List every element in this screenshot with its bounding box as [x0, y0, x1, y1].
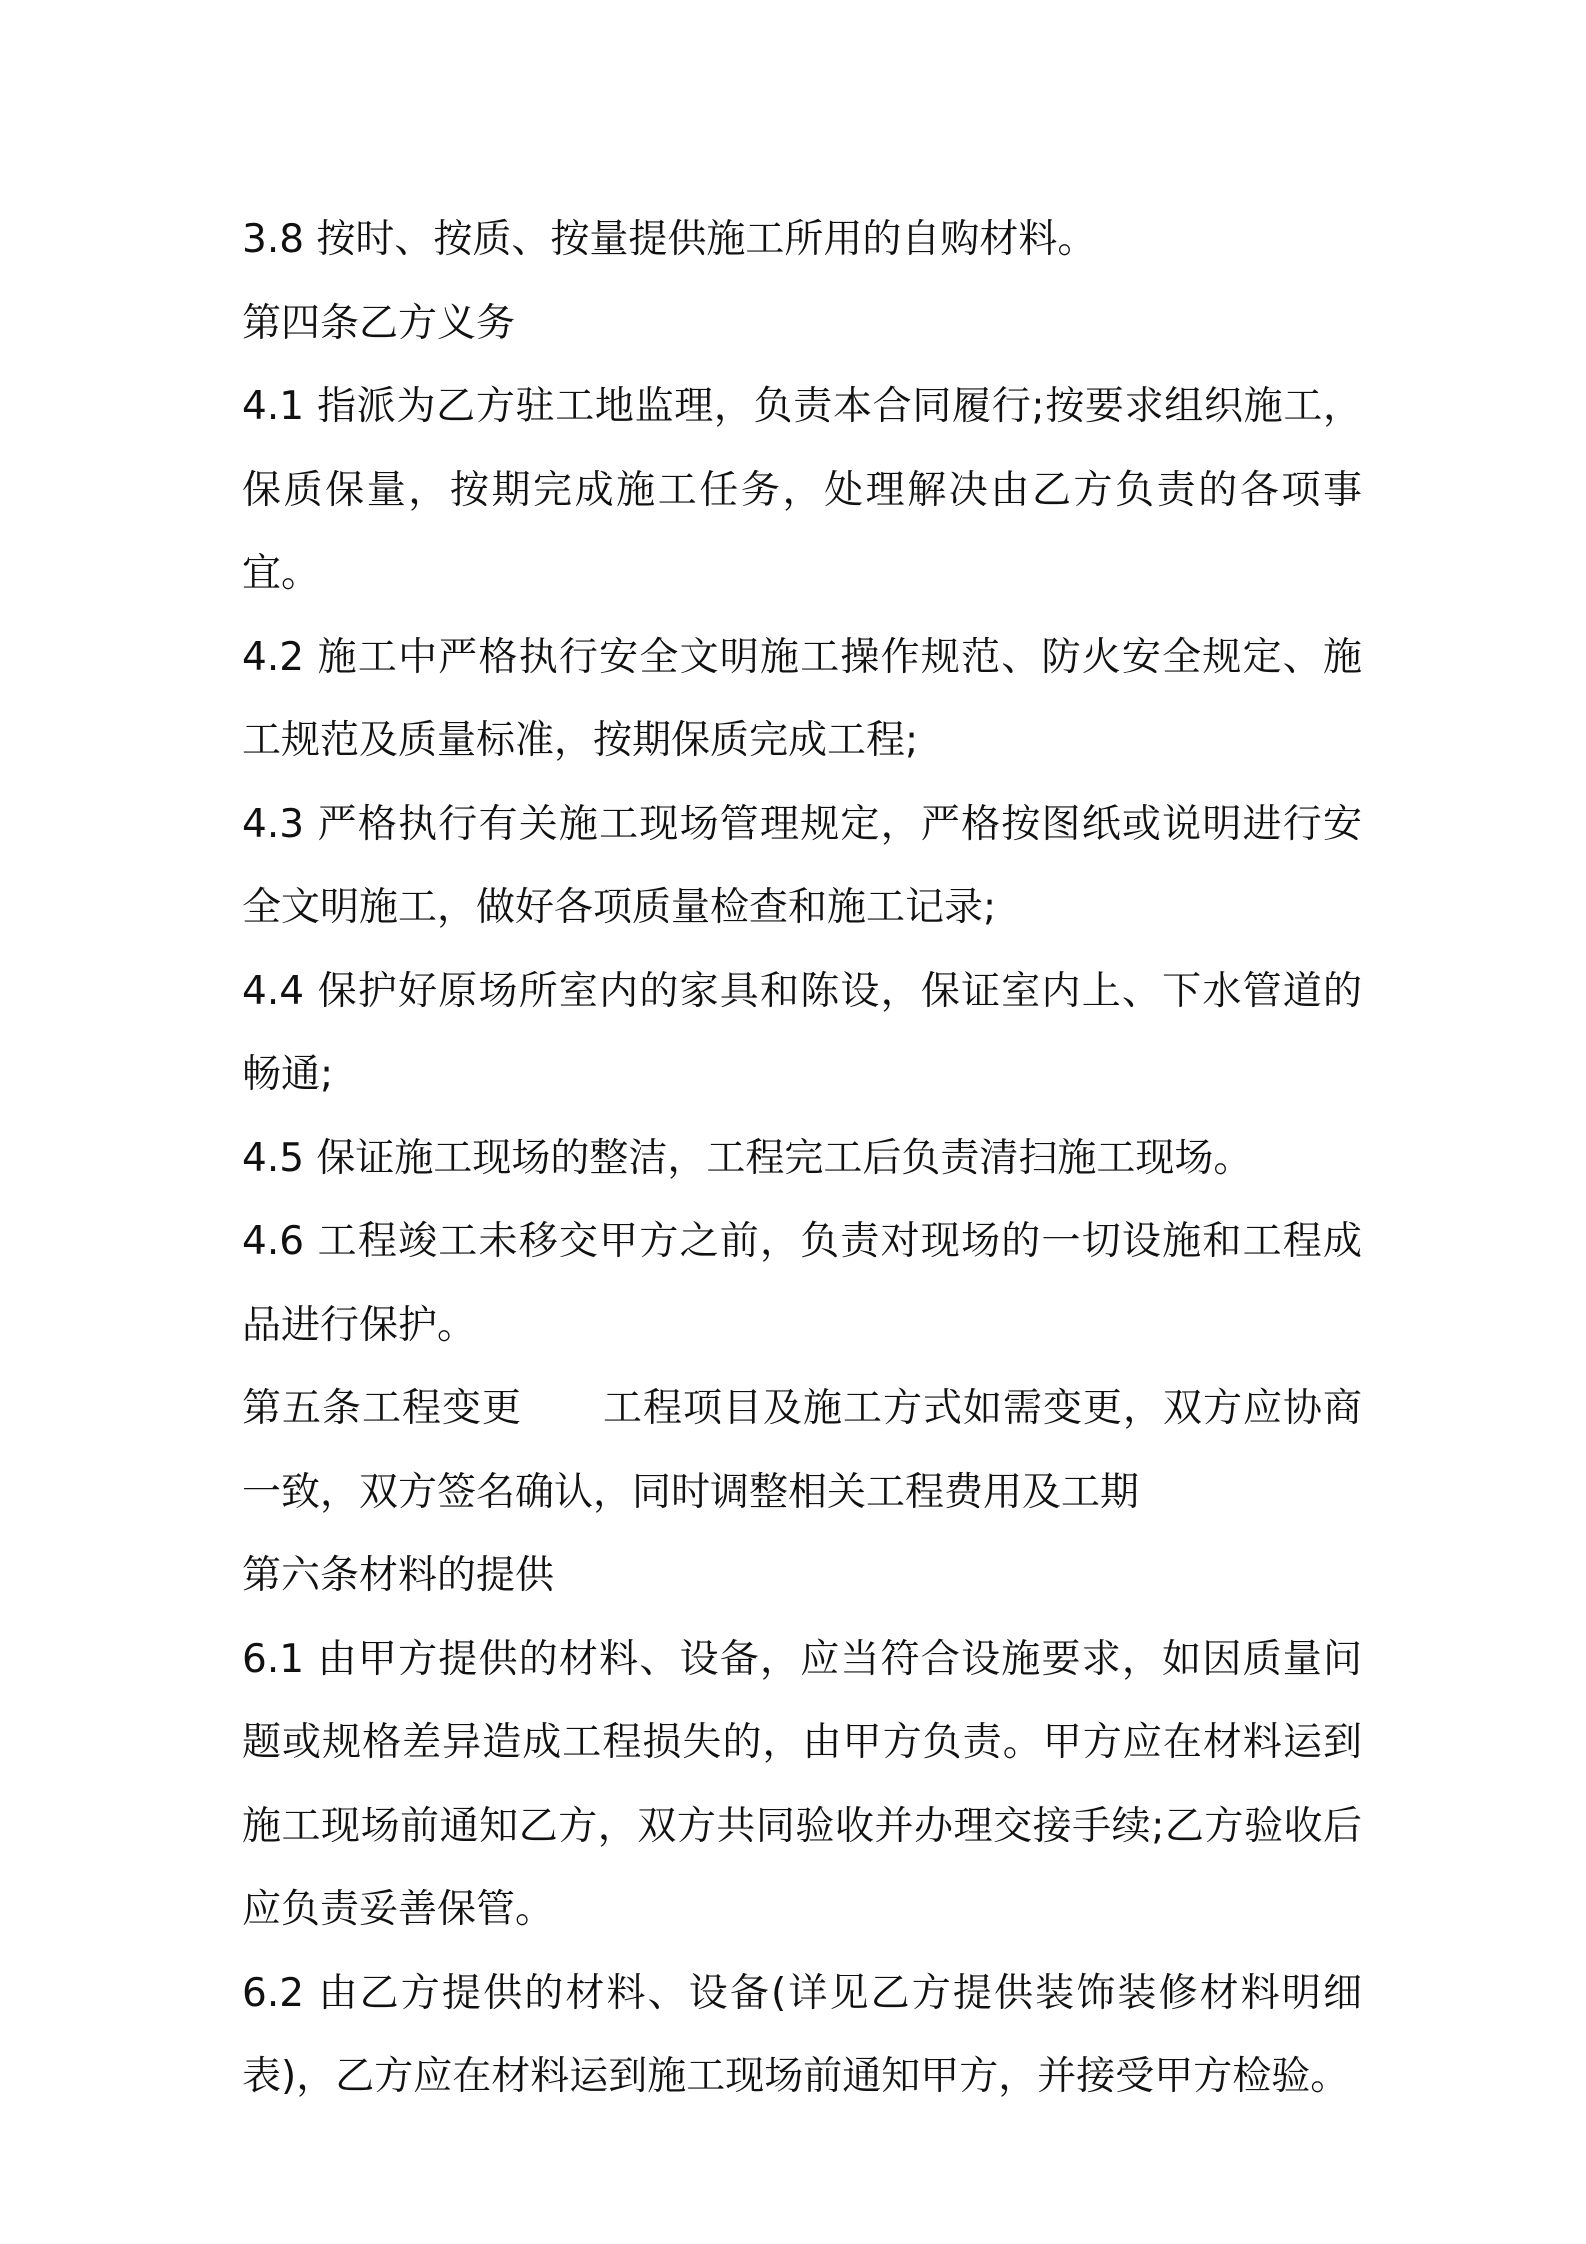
article-6-heading: 第六条材料的提供 — [242, 1553, 555, 1598]
paragraph-4-3: 4.3 严格执行有关施工现场管理规定，严格按图纸或说明进行安全文明施工，做好各项质量检查和施工记录; — [242, 801, 1362, 930]
paragraph-4-1: 4.1 指派为乙方驻工地监理，负责本合同履行;按要求组织施工，保质保量，按期完成施工任务，处理解决由乙方负责的各项事宜。 — [242, 384, 1362, 596]
article-5-heading: 第五条工程变更 — [242, 1386, 522, 1431]
paragraph-6-2: 6.2 由乙方提供的材料、设备(详见乙方提供装饰装修材料明细表)，乙方应在材料运到施工现场前通知甲方，并接受甲方检验。 — [242, 1970, 1362, 2099]
article-5-paragraph — [242, 1367, 1362, 1534]
paragraph-4-6: 4.6 工程竣工未移交甲方之前，负责对现场的一切设施和工程成品进行保护。 — [242, 1219, 1362, 1348]
article-5-body: 工程项目及施工方式如需变更，双方应协商一致，双方签名确认，同时调整相关工程费用及工期 — [242, 1386, 1362, 1515]
paragraph-4-2: 4.2 施工中严格执行安全文明施工操作规范、防火安全规定、施工规范及质量标准，按期保质完成工程; — [242, 634, 1362, 763]
paragraph-4-4: 4.4 保护好原场所室内的家具和陈设，保证室内上、下水管道的畅通; — [242, 968, 1362, 1097]
paragraph-3-8: 3.8 按时、按质、按量提供施工所用的自购材料。 — [242, 217, 1097, 262]
article-4-heading: 第四条乙方义务 — [242, 300, 516, 346]
document-body — [242, 198, 1362, 2119]
paragraph-4-5: 4.5 保证施工现场的整洁，工程完工后负责清扫施工现场。 — [242, 1135, 1253, 1181]
paragraph-6-1: 6.1 由甲方提供的材料、设备，应当符合设施要求，如因质量问题或规格差异造成工程损失的，由甲方负责。甲方应在材料运到施工现场前通知乙方，双方共同验收并办理交接手续;乙方验收后应负责妥善保管。 — [242, 1636, 1362, 1932]
